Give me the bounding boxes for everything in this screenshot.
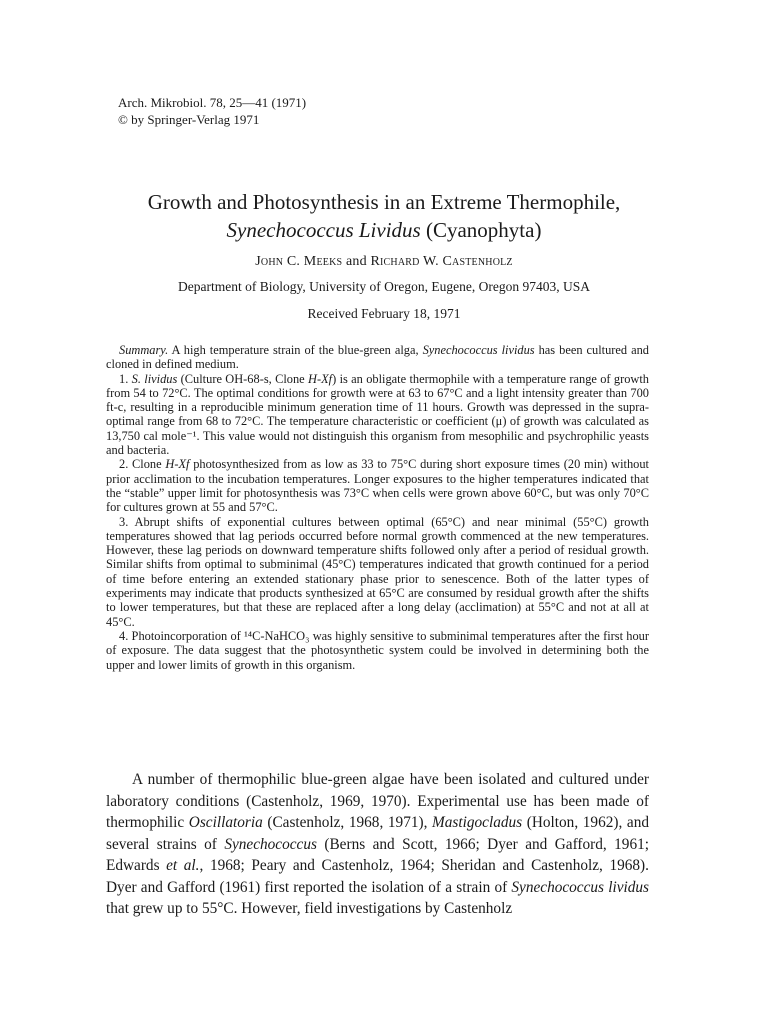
summary-text: A high temperature strain of the blue-green alga, xyxy=(168,343,423,357)
body-paragraph xyxy=(106,769,649,920)
summary-point: 4. Photoincorporation of ¹⁴C-NaHCO₃ was highly sensitive to subminimal temperatures after the first hour of exposure. The data suggest that the photosynthetic system could be involved in determining both the upper and lower limits of growth in this organism. xyxy=(106,628,649,672)
summary-section xyxy=(106,343,649,672)
summary-point: 3. Abrupt shifts of exponential cultures between optimal (65°C) and near minimal (55°C) growth temperatures showed that lag periods occurred before normal growth commenced at the new temperatures. However, these lag periods on downward temperature shifts followed only after a period of residual growth. Similar shifts from optimal to subminimal (45°C) temperatures indicated that growth continued for a period of time before entering an extended stationary phase prior to senescence. Both of the latter types of experiments may indicate that products synthesized at 65°C are consumed by residual growth after the shifts to lower temperatures, but that these are replaced after a long delay (acclimation) at 55°C and not at all at 45°C. xyxy=(106,514,649,629)
journal-citation: Arch. Mikrobiol. 78, 25—41 (1971) xyxy=(118,95,307,110)
summary-label: Summary. xyxy=(119,343,169,357)
body-text-run: , 1968; Peary and Castenholz, 1964; Sheridan and Castenholz, 1968). Dyer and Gafford (1961) first reported the isolation of a strain of xyxy=(106,857,649,896)
title-phylum: (Cyanophyta) xyxy=(420,218,542,242)
summary-point xyxy=(106,457,649,514)
body-text-run: (Holton, 1962), and several strains of xyxy=(106,814,649,853)
body-text-run: (Castenholz, 1968, 1971), xyxy=(262,814,433,831)
genus-name: Mastigocladus xyxy=(432,814,523,831)
summary-text: (Culture OH-68-s, Clone xyxy=(177,371,309,386)
author-connector: and xyxy=(342,254,371,269)
title-line-1: Growth and Photosynthesis in an Extreme Thermophile, xyxy=(147,190,621,214)
clone-name: H-Xf xyxy=(165,457,190,472)
body-text xyxy=(106,769,649,920)
summary-text: has been cultured and cloned in defined medium. xyxy=(106,343,649,372)
journal-header xyxy=(118,94,306,128)
author-name: John C. Meeks xyxy=(255,254,343,269)
received-date: Received February 18, 1971 xyxy=(307,306,461,321)
body-text-run: A number of thermophilic blue-green algae have been isolated and cultured under laboratory conditions (Castenholz, 1969, 1970). Experimental use has been made of thermophilic xyxy=(106,771,649,831)
affiliation: Department of Biology, University of Oregon, Eugene, Oregon 97403, USA xyxy=(178,279,590,294)
copyright-line: © by Springer-Verlag 1971 xyxy=(118,112,260,127)
summary-text: 1. xyxy=(119,371,132,386)
body-text-run: (Berns and Scott, 1966; Dyer and Gafford, 1961; Edwards xyxy=(106,835,649,874)
species-name: S. lividus xyxy=(131,371,178,386)
species-name: Synechococcus lividus xyxy=(511,878,649,896)
genus-name: Synechococcus xyxy=(224,835,317,853)
author-line xyxy=(0,254,768,270)
genus-name: Oscillatoria xyxy=(188,814,263,831)
body-text-run: that grew up to 55°C. However, field investigations by Castenholz xyxy=(106,900,513,917)
summary-text: photosynthesized from as low as 33 to 75°C during short exposure times (20 min) without prior acclimation to the incubation temperatures. Longer exposures to the higher temperatures indicated that the “stable” upper limit for photosynthesis was 73°C when cells were grown above 60°C, but was only 70°C for cultures grown at 55 and 57°C. xyxy=(106,457,649,515)
et-al: et al. xyxy=(166,857,200,874)
title-line-2 xyxy=(0,216,768,244)
summary-paragraph xyxy=(106,343,649,372)
species-name: Synechococcus lividus xyxy=(422,343,535,357)
author-name: Richard W. Castenholz xyxy=(370,254,513,269)
clone-name: H-Xf xyxy=(308,371,333,386)
summary-text: ) is an obligate thermophile with a temperature range of growth from 54 to 72°C. The optimal conditions for growth were at 63 to 67°C and a light intensity greater than 700 ft-c, resulting in a reproducible minimum generation time of 11 hours. Growth was depressed in the supra-optimal range from 68 to 72°C. The temperature characteristic or coefficient (μ) of growth was calculated as 13,750 cal mole⁻¹. This value would not distinguish this organism from mesophilic and psychrophilic yeasts and bacteria. xyxy=(106,371,649,458)
summary-text: 2. Clone xyxy=(119,457,166,472)
summary-point xyxy=(106,372,649,458)
paper-title xyxy=(0,188,768,244)
title-species: Synechococcus Lividus xyxy=(226,218,421,242)
